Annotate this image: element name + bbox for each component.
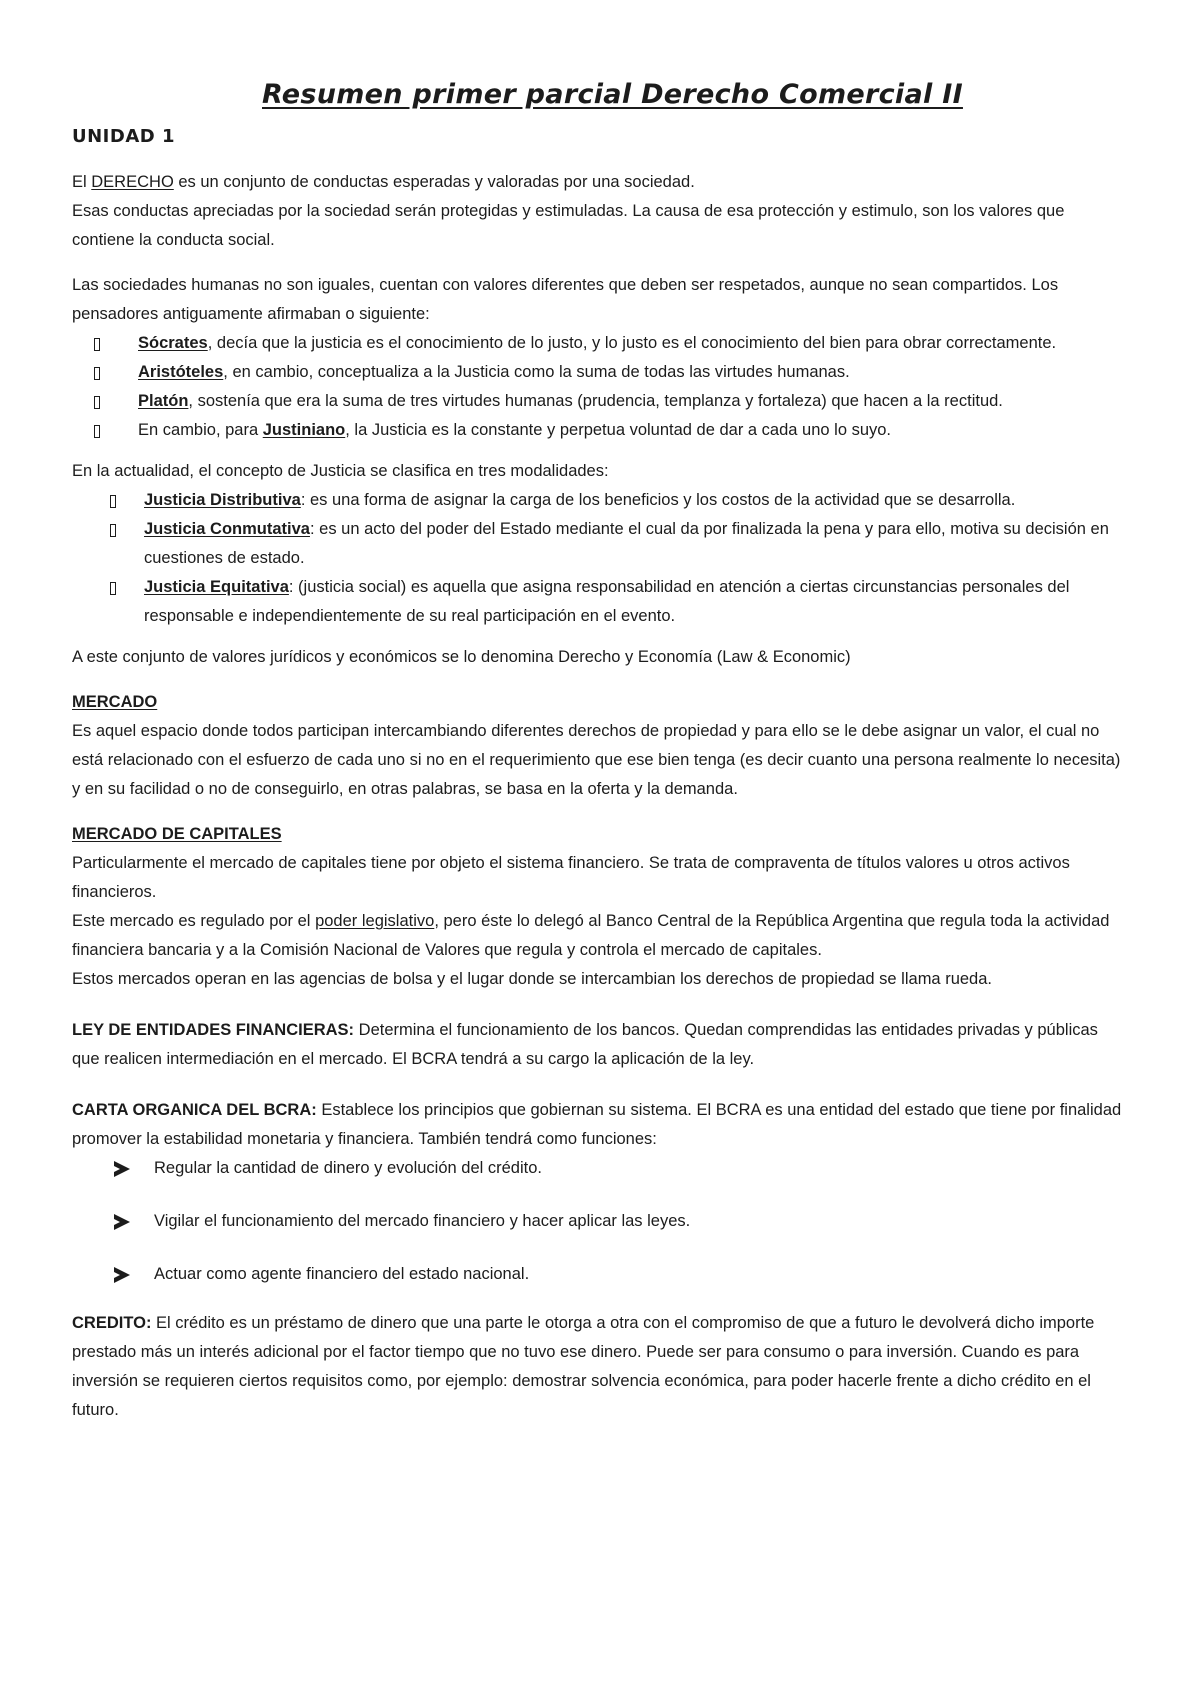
justicia-name: Justicia Equitativa [144, 578, 289, 596]
arrow-bullet-icon [114, 1214, 130, 1230]
justicia-name: Justicia Conmutativa [144, 520, 310, 538]
paragraph-credito [72, 1309, 1128, 1425]
heading-text: MERCADO DE CAPITALES [72, 825, 282, 843]
document-title: Resumen primer parcial Derecho Comercial II [262, 79, 963, 110]
thinker-name: Justiniano [262, 421, 346, 439]
arrow-bullet-icon [114, 1267, 130, 1283]
unit-heading: UNIDAD 1 [72, 126, 175, 147]
text: , sostenía que era la suma de tres virtudes humanas (prudencia, templanza y fortaleza) que hacen a la rectitud. [188, 392, 1003, 410]
paragraph-law-economic: A este conjunto de valores jurídicos y económicos se lo denomina Derecho y Economía (Law & Economic) [72, 648, 851, 666]
list-item [72, 1207, 1128, 1236]
justicia-list [72, 486, 1128, 631]
square-bullet-icon [110, 524, 116, 537]
credito-label: CREDITO: [72, 1314, 152, 1332]
text: Este mercado es regulado por el [72, 912, 316, 930]
text: es un conjunto de conductas esperadas y valoradas por una sociedad. [173, 173, 695, 191]
thinkers-list [72, 329, 1128, 445]
square-bullet-icon [94, 338, 100, 351]
justicia-name: Justicia Distributiva [144, 491, 301, 509]
list-item [72, 1154, 1128, 1183]
thinker-name: Aristóteles [138, 363, 224, 381]
paragraph-derecho [72, 168, 1128, 197]
heading-text: MERCADO [72, 693, 158, 711]
square-bullet-icon [94, 396, 100, 409]
list-item [72, 387, 1128, 416]
paragraph-actualidad: En la actualidad, el concepto de Justicia se clasifica en tres modalidades: [72, 462, 609, 480]
list-item [72, 329, 1128, 358]
list-item [72, 1260, 1128, 1289]
text: : es una forma de asignar la carga de los beneficios y los costos de la actividad que se desarrolla. [300, 491, 1016, 509]
paragraph-conductas: Esas conductas apreciadas por la sociedad serán protegidas y estimuladas. La causa de esa protección y estimulo, son los valores que contiene la conducta social. [72, 202, 1065, 249]
term-derecho: DERECHO [91, 173, 174, 191]
text: En cambio, para [138, 421, 263, 439]
paragraph-sociedades: Las sociedades humanas no son iguales, cuentan con valores diferentes que deben ser respetados, aunque no sean compartidos. Los pensadores antiguamente afirmaban o siguiente: [72, 276, 1059, 323]
list-item [72, 358, 1128, 387]
square-bullet-icon [94, 425, 100, 438]
text: Determina el funcionamiento de los bancos. Quedan comprendidas las entidades privadas y públicas que realicen intermediación en el mercado. El BCRA tendrá a su cargo la aplicación de la ley. [72, 1021, 1098, 1068]
paragraph-capitales-1: Particularmente el mercado de capitales tiene por objeto el sistema financiero. Se trata de compraventa de títulos valores u otros activos financieros. [72, 854, 1070, 901]
paragraph-capitales-2 [72, 907, 1128, 965]
text: , en cambio, conceptualiza a la Justicia como la suma de todas las virtudes humanas. [223, 363, 850, 381]
square-bullet-icon [94, 367, 100, 380]
text: Establece los principios que gobiernan su sistema. El BCRA es una entidad del estado que tiene por finalidad promover la estabilidad monetaria y financiera. También tendrá como funciones: [72, 1101, 1122, 1148]
text: Vigilar el funcionamiento del mercado financiero y hacer aplicar las leyes. [154, 1212, 691, 1230]
carta-label: CARTA ORGANICA DEL BCRA: [72, 1101, 317, 1119]
text: Regular la cantidad de dinero y evolución del crédito. [154, 1159, 542, 1177]
paragraph-capitales-3: Estos mercados operan en las agencias de bolsa y el lugar donde se intercambian los derechos de propiedad se llama rueda. [72, 970, 992, 988]
square-bullet-icon [110, 495, 116, 508]
list-item [72, 515, 1128, 573]
thinker-name: Platón [138, 392, 189, 410]
text: El crédito es un préstamo de dinero que una parte le otorga a otra con el compromiso de que a futuro le devolverá dicho importe prestado más un interés adicional por el factor tiempo que no tuvo ese dinero. Puede ser para consumo o para inversión. Cuando es para inversión se requieren ciertos requisitos como, por ejemplo: demostrar solvencia económica, para poder hacerle frente a dicho crédito en el futuro. [72, 1314, 1095, 1419]
text: , decía que la justicia es el conocimiento de lo justo, y lo justo es el conocimiento del bien para obrar correctamente. [207, 334, 1057, 352]
thinker-name: Sócrates [138, 334, 208, 352]
arrow-bullet-icon [114, 1161, 130, 1177]
ley-label: LEY DE ENTIDADES FINANCIERAS: [72, 1021, 355, 1039]
text: , la Justicia es la constante y perpetua voluntad de dar a cada uno lo suyo. [345, 421, 892, 439]
list-item [72, 573, 1128, 631]
list-item [72, 416, 1128, 445]
square-bullet-icon [110, 582, 116, 595]
heading-mercado-capitales [72, 820, 1128, 849]
carta-functions-list [72, 1154, 1128, 1289]
text: : es un acto del poder del Estado mediante el cual da por finalizada la pena y para ello, motiva su decisión en cuestiones de estado. [144, 520, 1109, 567]
paragraph-mercado: Es aquel espacio donde todos participan intercambiando diferentes derechos de propiedad y para ello se le debe asignar un valor, el cual no está relacionado con el esfuerzo de cada uno si no en el requerimiento que ese bien tenga (es decir cuanto una persona realmente lo necesita) y en su facilidad o no de conseguirlo, en otras palabras, se basa en la oferta y la demanda. [72, 722, 1121, 798]
list-item [72, 486, 1128, 515]
text: , pero éste lo delegó al Banco Central de la República Argentina que regula toda la actividad financiera bancaria y a la Comisión Nacional de Valores que regula y controla el mercado de capitales. [72, 912, 1110, 959]
text: : (justicia social) es aquella que asigna responsabilidad en atención a ciertas circunstancias personales del responsable e independientemente de su real participación en el evento. [144, 578, 1070, 625]
term-poder-legislativo: poder legislativo [315, 912, 435, 930]
heading-mercado [72, 688, 1128, 717]
paragraph-ley [72, 1016, 1128, 1074]
paragraph-carta [72, 1096, 1128, 1154]
text: Actuar como agente financiero del estado nacional. [154, 1265, 530, 1283]
text: El [72, 173, 92, 191]
